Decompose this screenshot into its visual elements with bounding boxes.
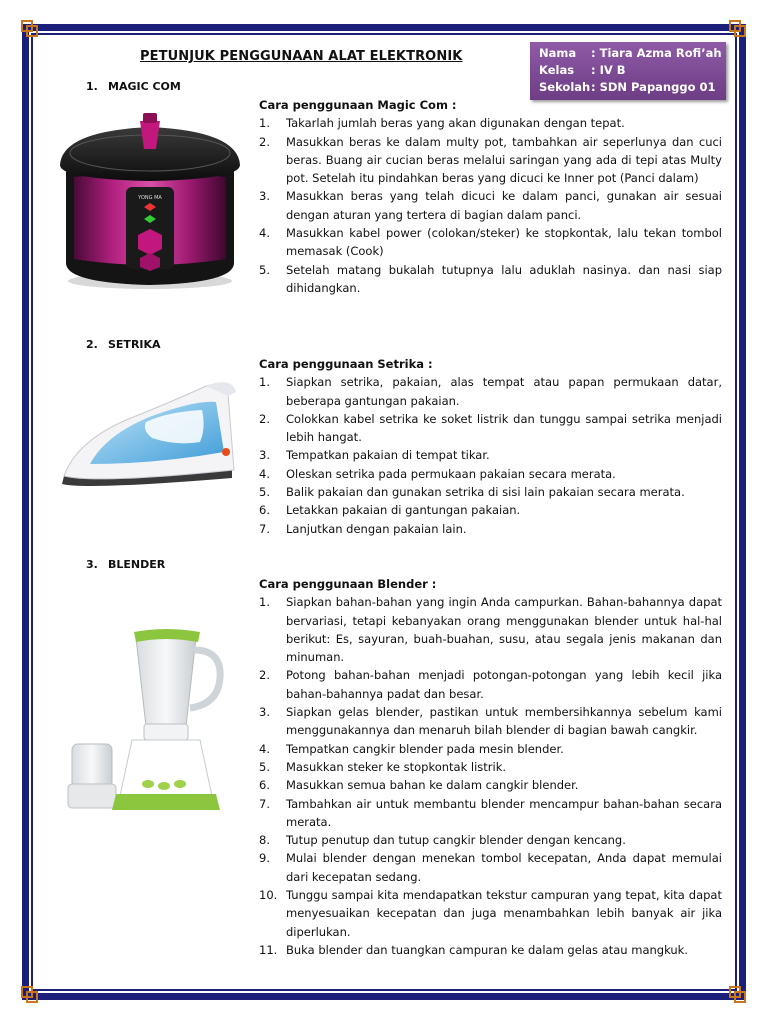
section-heading-blender: 3. BLENDER — [86, 558, 166, 571]
info-row-school: Sekolah: SDN Papanggo 01 — [539, 80, 716, 94]
list-item: 4. Masukkan kabel power (colokan/steker) ke stopkontak, lalu tekan tombol memasak (Cook) — [259, 226, 722, 259]
list-item: 4. Oleskan setrika pada permukaan pakaian secara merata. — [259, 466, 616, 481]
list-item: 1. Siapkan setrika, pakaian, alas tempat atau papan permukaan datar, beberapa gantungan pakaian. — [259, 375, 722, 408]
list-item: 6. Masukkan semua bahan ke dalam cangkir blender. — [259, 778, 579, 793]
corner-ornament-top-left — [21, 20, 39, 38]
corner-ornament-top-right — [729, 20, 747, 38]
list-item: 1. Takarlah jumlah beras yang akan digunakan dengan tepat. — [259, 116, 625, 131]
list-item: 7. Lanjutkan dengan pakaian lain. — [259, 521, 467, 536]
section-heading-magic-com: 1. MAGIC COM — [86, 80, 181, 93]
list-item: 7. Tambahkan air untuk membantu blender mencampur bahan-bahan secara merata. — [259, 796, 722, 829]
list-item: 3. Siapkan gelas blender, pastikan untuk membersihkannya sebelum kami menggunakannya dan menaruh bilah blender di bagian bawah cangkir. — [259, 705, 722, 738]
blender-steps — [259, 593, 722, 959]
list-item: 5. Balik pakaian dan gunakan setrika di sisi lain pakaian secara merata. — [259, 485, 685, 500]
blender-image — [60, 624, 232, 820]
list-item: 3. Tempatkan pakaian di tempat tikar. — [259, 448, 490, 463]
blender-subtitle: Cara penggunaan Blender : — [259, 577, 437, 591]
info-row-class: Kelas : IV B — [539, 63, 626, 77]
corner-ornament-bottom-right — [729, 986, 747, 1004]
list-item: 8. Tutup penutup dan tutup cangkir blender dengan kencang. — [259, 833, 626, 848]
corner-ornament-bottom-left — [21, 986, 39, 1004]
magic-com-instructions — [259, 96, 722, 297]
list-item: 4. Tempatkan cangkir blender pada mesin blender. — [259, 741, 564, 756]
list-item: 5. Setelah matang bukalah tutupnya lalu aduklah nasinya. dan nasi siap dihidangkan. — [259, 262, 722, 295]
list-item: 1. Siapkan bahan-bahan yang ingin Anda campurkan. Bahan-bahannya dapat bervariasi, tetapi kebanyakan orang menggunakan blender untuk hal-hal berikut: Es, sayuran, buah-buahan, susu, atau segala jenis makanan dan minuman. — [259, 595, 722, 665]
list-item: 2. Colokkan kabel setrika ke soket listrik dan tunggu sampai setrika menjadi lebih hangat. — [259, 411, 722, 445]
list-item: 5. Masukkan steker ke stopkontak listrik. — [259, 759, 507, 774]
rice-cooker-image — [52, 103, 248, 293]
list-item: 11. Buka blender dan tuangkan campuran ke dalam gelas atau mangkuk. — [259, 942, 688, 957]
list-item: 2. Masukkan beras ke dalam multy pot, tambahkan air seperlunya dan cuci beras. Buang air cucian beras melalui saringan yang ada di tepi atas Multy pot. Setelah itu pindahkan beras yang dicuci ke Inner pot (Panci dalam) — [259, 134, 722, 186]
iron-image — [56, 372, 246, 500]
magic-com-steps — [259, 114, 722, 297]
student-info-box — [530, 42, 726, 100]
blender-instructions — [259, 575, 722, 959]
page-title: PETUNJUK PENGGUNAAN ALAT ELEKTRONIK — [140, 49, 463, 64]
setrika-steps — [259, 373, 722, 538]
setrika-instructions — [259, 355, 722, 538]
rice-cooker-brand: YONG MA — [138, 195, 162, 201]
list-item: 3. Masukkan beras yang telah dicuci ke dalam panci, gunakan air sesuai dengan aturan yang tertera di bagian dalam panci. — [259, 189, 722, 222]
info-row-name: Nama : Tiara Azma Rofi’ah — [539, 46, 722, 60]
list-item: 9. Mulai blender dengan menekan tombol kecepatan, Anda dapat memulai dari kecepatan sedang. — [259, 851, 722, 884]
setrika-subtitle: Cara penggunaan Setrika : — [259, 357, 433, 371]
list-item: 6. Letakkan pakaian di gantungan pakaian. — [259, 503, 521, 518]
section-heading-setrika: 2. SETRIKA — [86, 338, 161, 351]
list-item: 10. Tunggu sampai kita mendapatkan tekstur campuran yang tepat, kita dapat menyesuaikan kecepatan dan juga menambahkan lebih banyak air jika diperlukan. — [259, 888, 722, 939]
list-item: 2. Potong bahan-bahan menjadi potongan-potongan yang lebih kecil jika bahan-bahannya padat dan besar. — [259, 668, 722, 701]
magic-com-subtitle: Cara penggunaan Magic Com : — [259, 98, 457, 112]
